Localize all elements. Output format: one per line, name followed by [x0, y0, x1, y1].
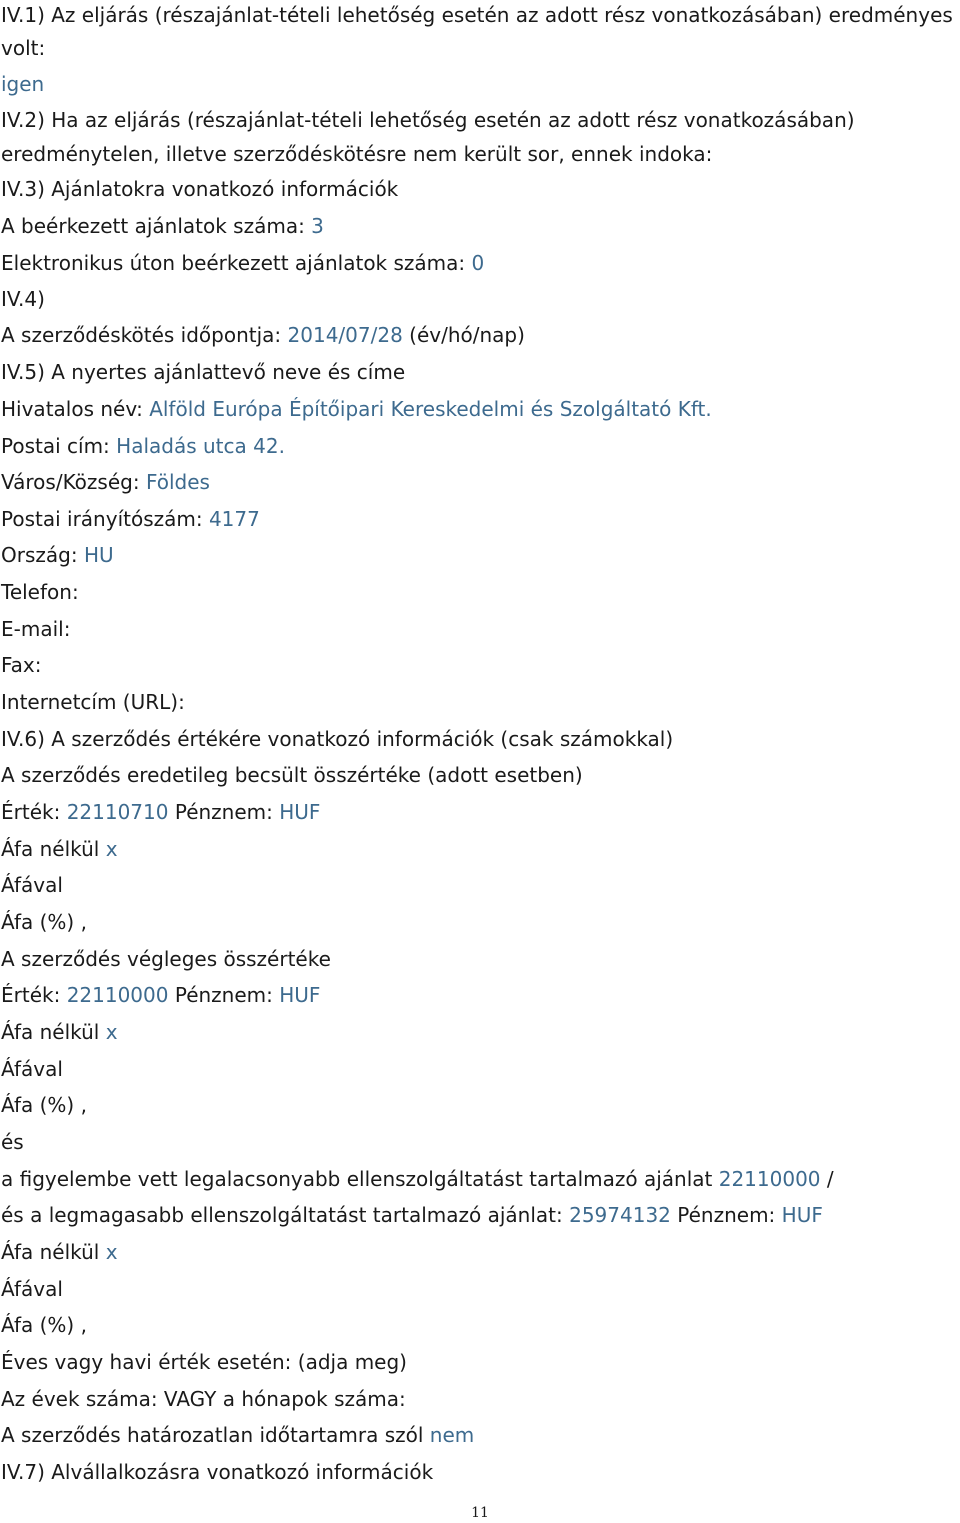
- contract-date-format: (év/hó/nap): [409, 323, 525, 347]
- without-vat-mark: x: [105, 1240, 118, 1264]
- without-vat-label: Áfa nélkül: [1, 1020, 100, 1044]
- postcode-label: Postai irányítószám:: [1, 507, 203, 531]
- electronic-offers-value: 0: [471, 251, 485, 275]
- postal-address-value: Haladás utca 42.: [116, 434, 285, 458]
- email-row: [1, 615, 70, 643]
- iv5-heading-text: IV.5) A nyertes ajánlattevő neve és címe: [1, 360, 406, 384]
- email-label: E-mail:: [1, 617, 71, 641]
- currency-value: HUF: [279, 800, 321, 824]
- iv7-heading-text: IV.7) Alvállalkozásra vonatkozó információk: [1, 1460, 434, 1484]
- estimated-value: 22110710: [66, 800, 169, 824]
- vat-percent-row: [1, 1091, 87, 1119]
- iv3-heading: [1, 175, 398, 203]
- iv6-heading-text: IV.6) A szerződés értékére vonatkozó információk (csak számokkal): [1, 727, 674, 751]
- currency-value: HUF: [781, 1203, 823, 1227]
- currency-value: HUF: [279, 983, 321, 1007]
- highest-offer-value: 25974132: [569, 1203, 671, 1227]
- without-vat-mark: x: [105, 1020, 118, 1044]
- iv2-label-cont: [1, 140, 712, 168]
- with-vat-label: Áfával: [1, 873, 63, 897]
- iv4-heading: [1, 285, 45, 313]
- estimated-total-label: A szerződés eredetileg becsült összértéke (adott esetben): [1, 763, 583, 787]
- years-label: Az évek száma: VAGY a hónapok száma:: [1, 1387, 406, 1411]
- currency-label: Pénznem:: [174, 800, 273, 824]
- without-vat-row: [1, 835, 118, 863]
- iv1-label-cont: [1, 34, 45, 62]
- postcode-value: 4177: [208, 507, 260, 531]
- annual-row: [1, 1348, 407, 1376]
- postal-address-row: [1, 432, 285, 460]
- iv5-heading: [1, 358, 405, 386]
- city-label: Város/Község:: [1, 470, 140, 494]
- postal-address-label: Postai cím:: [1, 434, 110, 458]
- page-number: 11: [471, 1505, 489, 1521]
- city-value: Földes: [145, 470, 210, 494]
- offers-count-label: A beérkezett ajánlatok száma:: [1, 214, 305, 238]
- with-vat-label: Áfával: [1, 1277, 63, 1301]
- iv1-value-text: igen: [1, 72, 45, 96]
- without-vat-mark: x: [105, 837, 118, 861]
- vat-percent-row: [1, 908, 87, 936]
- vat-percent-label: Áfa (%) ,: [1, 910, 87, 934]
- iv6-heading: [1, 725, 673, 753]
- value-label: Érték:: [1, 983, 61, 1007]
- lowest-offer-row: [1, 1165, 834, 1193]
- offers-count-row: [1, 212, 324, 240]
- indefinite-value: nem: [429, 1423, 475, 1447]
- iv7-heading: [1, 1458, 433, 1486]
- final-value: 22110000: [66, 983, 169, 1007]
- currency-label: Pénznem:: [677, 1203, 776, 1227]
- fax-row: [1, 651, 42, 679]
- offers-count-value: 3: [311, 214, 324, 238]
- official-name-row: [1, 395, 712, 423]
- fax-label: Fax:: [1, 653, 42, 677]
- with-vat-row: [1, 1275, 63, 1303]
- value-label: Érték:: [1, 800, 61, 824]
- highest-offer-row: [1, 1201, 823, 1229]
- without-vat-row: [1, 1238, 118, 1266]
- and-row: [1, 1128, 24, 1156]
- contract-date-label: A szerződéskötés időpontja:: [1, 323, 282, 347]
- official-name-label: Hivatalos név:: [1, 397, 143, 421]
- estimated-value-row: [1, 798, 320, 826]
- indefinite-row: [1, 1421, 474, 1449]
- currency-label: Pénznem:: [174, 983, 273, 1007]
- official-name-value: Alföld Európa Építőipari Kereskedelmi és Szolgáltató Kft.: [149, 397, 712, 421]
- indefinite-label: A szerződés határozatlan időtartamra szól: [1, 1423, 424, 1447]
- url-row: [1, 688, 185, 716]
- iv2-label-cont-text: eredménytelen, illetve szerződéskötésre nem került sor, ennek indoka:: [1, 142, 713, 166]
- contract-date-row: [1, 321, 525, 349]
- and-label: és: [1, 1130, 24, 1154]
- highest-offer-label: és a legmagasabb ellenszolgáltatást tartalmazó ajánlat:: [1, 1203, 563, 1227]
- estimated-total-row: [1, 761, 583, 789]
- phone-row: [1, 578, 79, 606]
- with-vat-label: Áfával: [1, 1057, 63, 1081]
- vat-percent-row: [1, 1311, 87, 1339]
- iv4-heading-text: IV.4): [1, 287, 45, 311]
- lowest-offer-label: a figyelembe vett legalacsonyabb ellenszolgáltatást tartalmazó ajánlat: [1, 1167, 713, 1191]
- iv3-heading-text: IV.3) Ajánlatokra vonatkozó információk: [1, 177, 399, 201]
- without-vat-row: [1, 1018, 118, 1046]
- lowest-offer-value: 22110000: [718, 1167, 821, 1191]
- city-row: [1, 468, 210, 496]
- vat-percent-label: Áfa (%) ,: [1, 1313, 87, 1337]
- iv1-label: [1, 1, 953, 29]
- final-total-row: [1, 945, 331, 973]
- iv1-value: [1, 70, 44, 98]
- url-label: Internetcím (URL):: [1, 690, 185, 714]
- country-value: HU: [83, 543, 114, 567]
- final-total-label: A szerződés végleges összértéke: [1, 947, 331, 971]
- country-label: Ország:: [1, 543, 78, 567]
- contract-date-value: 2014/07/28: [287, 323, 403, 347]
- without-vat-label: Áfa nélkül: [1, 837, 100, 861]
- iv1-label-cont-text: volt:: [1, 36, 46, 60]
- with-vat-row: [1, 871, 63, 899]
- postcode-row: [1, 505, 260, 533]
- iv2-label-text: IV.2) Ha az eljárás (részajánlat-tételi lehetőség esetén az adott rész vonatkozásában): [1, 108, 855, 132]
- with-vat-row: [1, 1055, 63, 1083]
- country-row: [1, 541, 114, 569]
- electronic-offers-row: [1, 249, 484, 277]
- slash-separator: /: [826, 1167, 834, 1191]
- vat-percent-label: Áfa (%) ,: [1, 1093, 87, 1117]
- final-value-row: [1, 981, 320, 1009]
- years-row: [1, 1385, 406, 1413]
- without-vat-label: Áfa nélkül: [1, 1240, 100, 1264]
- annual-label: Éves vagy havi érték esetén: (adja meg): [1, 1350, 407, 1374]
- electronic-offers-label: Elektronikus úton beérkezett ajánlatok száma:: [1, 251, 466, 275]
- iv2-label: [1, 106, 855, 134]
- iv1-label-text: IV.1) Az eljárás (részajánlat-tételi lehetőség esetén az adott rész vonatkozásában) eredményes: [1, 3, 953, 27]
- phone-label: Telefon:: [1, 580, 79, 604]
